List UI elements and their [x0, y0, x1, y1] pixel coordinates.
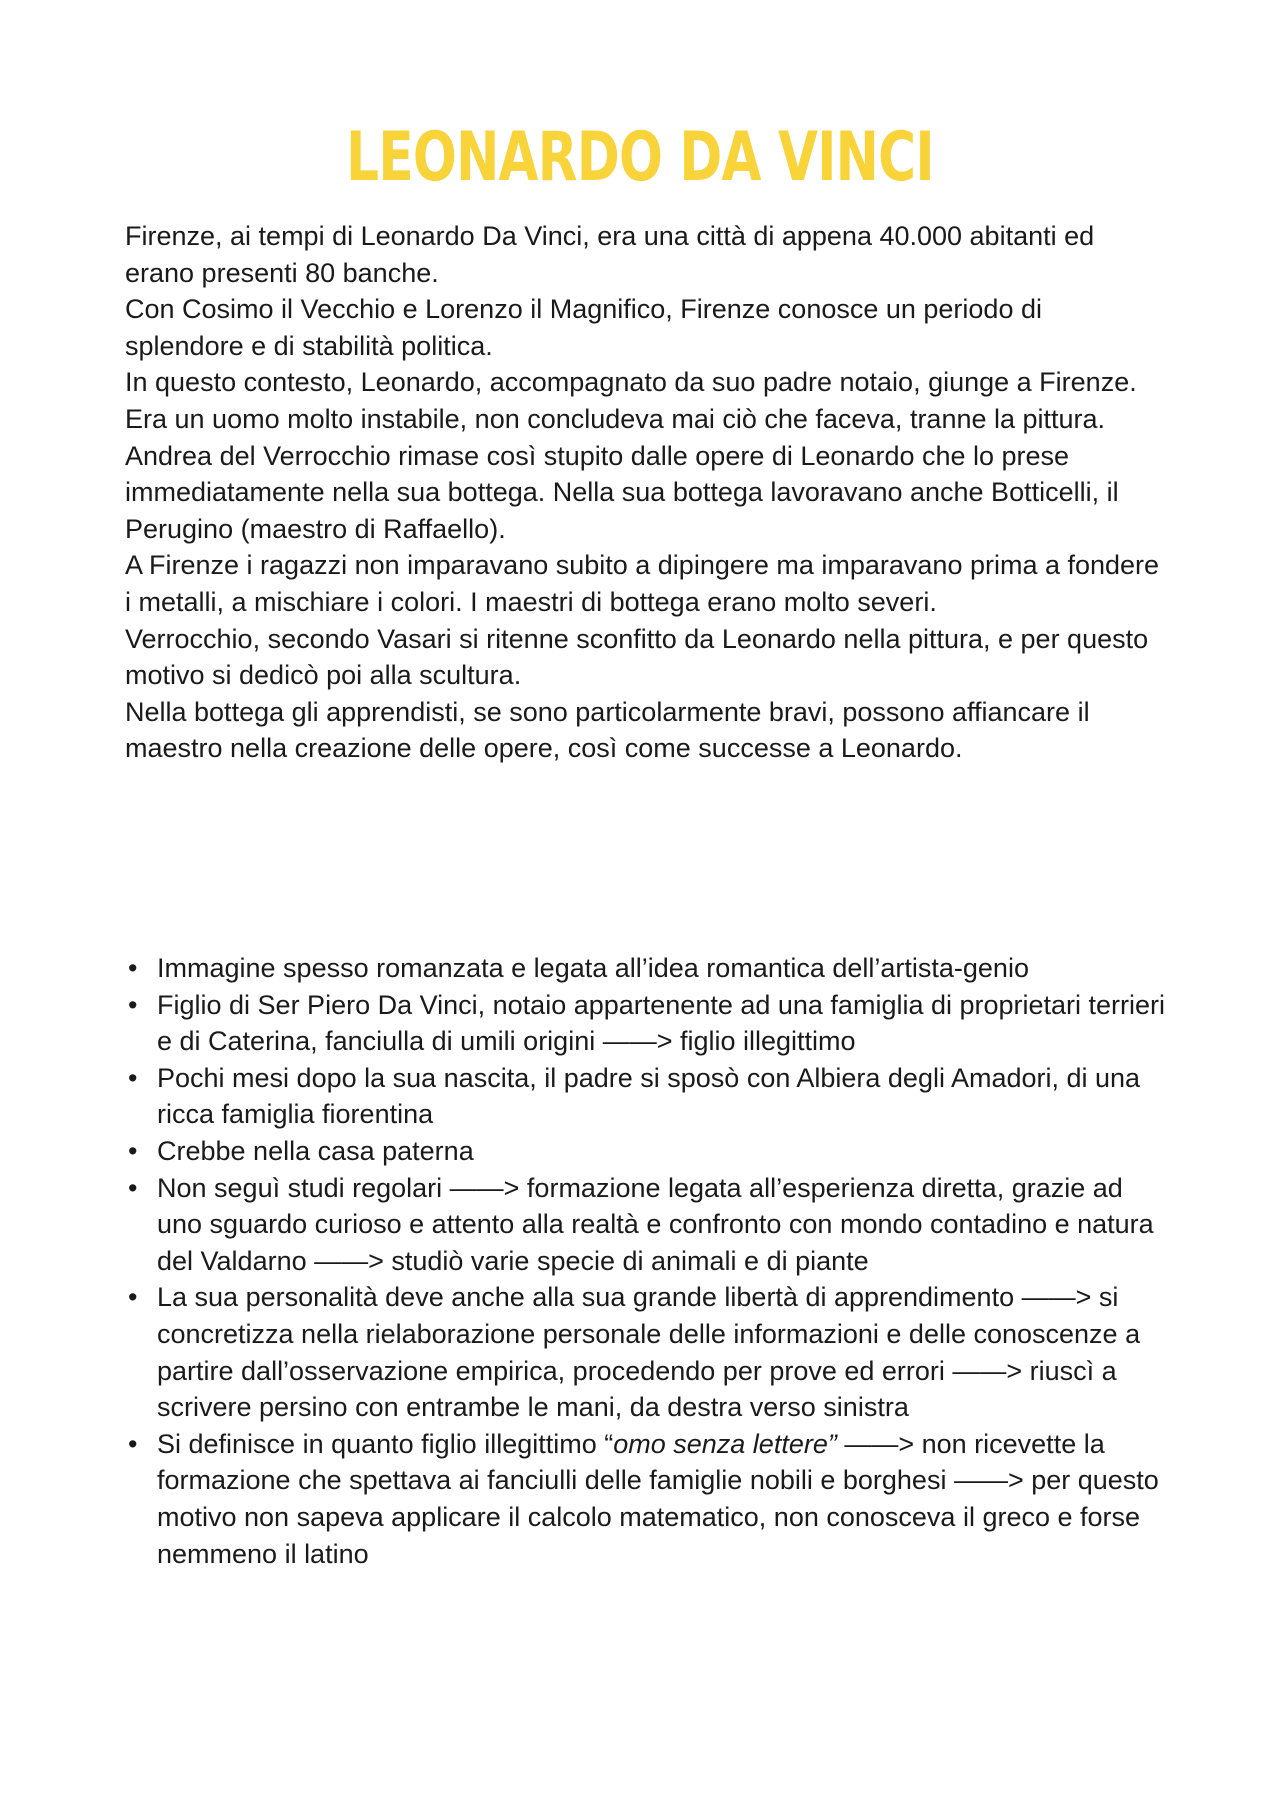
bullet-list — [125, 950, 1175, 1572]
bullet-marker: • — [128, 989, 138, 1020]
bullet-item — [125, 987, 1175, 1060]
bullet-text: La sua personalità deve anche alla sua grande libertà di apprendimento ——> si concretizza nella rielaborazione personale delle informazioni e delle conoscenze a partire dall’osservazione empirica, procedendo per prove ed errori ——> riuscì a scrivere persino con entrambe le mani, da destra verso sinistra — [157, 1282, 1141, 1423]
italic-quote: omo senza lettere” — [613, 1428, 837, 1459]
intro-paragraph: Con Cosimo il Vecchio e Lorenzo il Magnifico, Firenze conosce un periodo di splendore e di stabilità politica. — [125, 294, 1042, 361]
intro-section — [125, 218, 1165, 767]
intro-paragraph: Andrea del Verrocchio rimase così stupito dalle opere di Leonardo che lo prese immediatamente nella sua bottega. Nella sua bottega lavoravano anche Botticelli, il Perugino (maestro di Raffaello). — [125, 440, 1119, 544]
bullet-item — [125, 1060, 1175, 1133]
bullet-text-after: ——> non ricevette la formazione che spettava ai fanciulli delle famiglie nobili e borghesi ——> per questo motivo non sapeva applicare il calcolo matematico, non conosceva il greco e forse nemmeno il latino — [157, 1428, 1159, 1569]
bullet-marker: • — [128, 1172, 138, 1203]
bullet-marker: • — [128, 1282, 138, 1313]
bullet-text: Non seguì studi regolari ——> formazione legata all’esperienza diretta, grazie ad uno sguardo curioso e attento alla realtà e confronto con mondo contadino e natura del Valdarno ——> studiò varie specie di animali e di piante — [157, 1172, 1154, 1276]
bullet-text: Figlio di Ser Piero Da Vinci, notaio appartenente ad una famiglia di proprietari terrieri e di Caterina, fanciulla di umili origini ——> figlio illegittimo — [157, 989, 1166, 1057]
bullet-marker: • — [128, 1062, 138, 1093]
bullet-marker: • — [128, 953, 138, 983]
page-title: LEONARDO DA VINCI — [346, 118, 934, 197]
bullet-item — [125, 1426, 1175, 1572]
intro-paragraph: Firenze, ai tempi di Leonardo Da Vinci, era una città di appena 40.000 abitanti ed erano presenti 80 banche. — [125, 221, 1095, 288]
intro-paragraph: Era un uomo molto instabile, non concludeva mai ciò che faceva, tranne la pittura. — [125, 403, 1106, 434]
intro-paragraph: A Firenze i ragazzi non imparavano subito a dipingere ma imparavano prima a fondere i metalli, a mischiare i colori. I maestri di bottega erano molto severi. — [125, 550, 1160, 617]
bullet-text: Crebbe nella casa paterna — [157, 1135, 474, 1166]
intro-paragraph: In questo contesto, Leonardo, accompagnato da suo padre notaio, giunge a Firenze. — [125, 367, 1137, 398]
bullet-text: Immagine spesso romanzata e legata all’idea romantica dell’artista-genio — [157, 953, 1029, 983]
bullet-marker: • — [128, 1428, 138, 1459]
bullet-item — [125, 950, 1175, 987]
bullet-item — [125, 1170, 1175, 1280]
intro-paragraph: Nella bottega gli apprendisti, se sono particolarmente bravi, possono affiancare il maestro nella creazione delle opere, così come successe a Leonardo. — [125, 696, 1090, 764]
intro-paragraph: Verrocchio, secondo Vasari si ritenne sconfitto da Leonardo nella pittura, e per questo motivo si dedicò poi alla scultura. — [125, 623, 1149, 691]
bullet-item — [125, 1133, 1175, 1170]
bullet-text: Pochi mesi dopo la sua nascita, il padre si sposò con Albiera degli Amadori, di una ricca famiglia fiorentina — [157, 1062, 1141, 1130]
bullet-text-before: Si definisce in quanto figlio illegittimo “ — [157, 1428, 614, 1459]
bullet-item — [125, 1279, 1175, 1425]
bullet-marker: • — [128, 1135, 138, 1166]
